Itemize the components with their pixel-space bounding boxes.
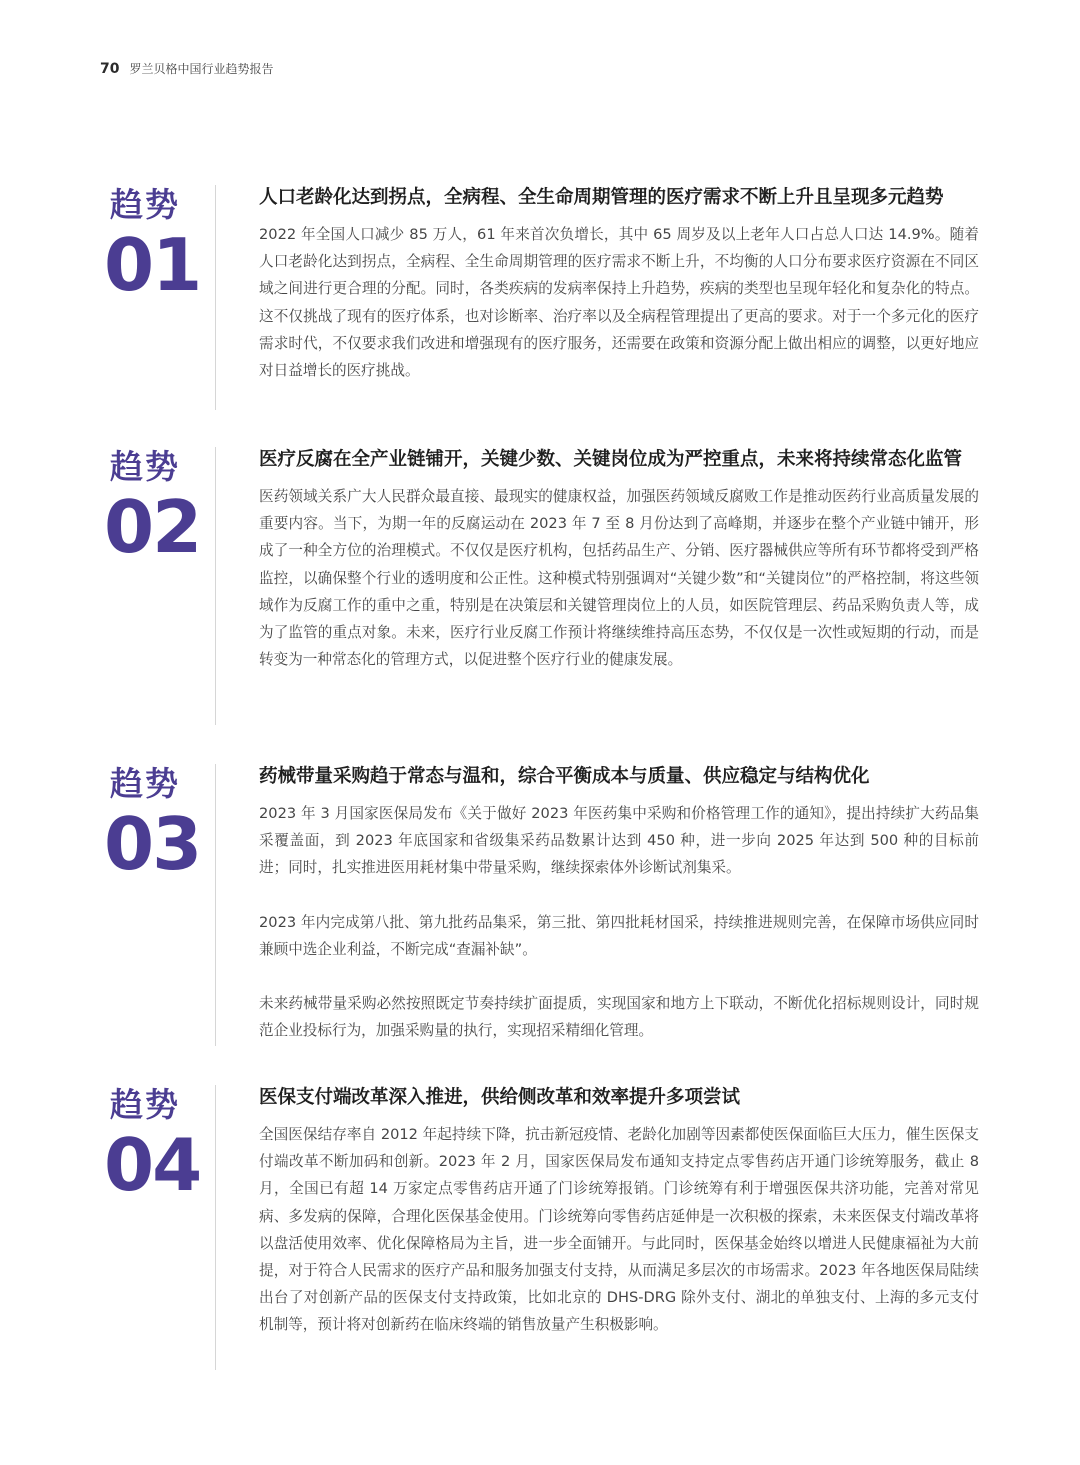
trend-number: 04 [104,1123,201,1207]
trend-heading: 医保支付端改革深入推进，供给侧改革和效率提升多项尝试 [259,1087,741,1108]
section-divider [215,185,216,410]
section-divider [215,447,216,725]
trend-paragraph: 医药领域关系广大人民群众最直接、最现实的健康权益，加强医药领域反腐败工作是推动医药行业高质量发展的重要内容。当下，为期一年的反腐运动在 2023 年 7 至 8 月份达到了高峰期，并逐步在整个产业链中铺开，形成了一种全方位的治理模式。不仅仅是医疗机构，包括药品生产、分销、医疗器械供应等所有环节都将受到严格监控，以确保整个行业的透明度和公正性。这种模式特别强调对“关键少数”和“关键岗位”的严格控制，将这些领域作为反腐工作的重中之重，特别是在决策层和关键管理岗位上的人员，如医院管理层、药品采购负责人等，成为了监管的重点对象。未来，医疗行业反腐工作预计将继续维持高压态势，不仅仅是一次性或短期的行动，而是转变为一种常态化的管理方式，以促进整个医疗行业的健康发展。 [259,488,979,669]
trend-number: 01 [104,223,201,307]
trend-word: 趋势 [110,185,180,224]
trend-paragraph: 未来药械带量采购必然按照既定节奏持续扩面提质，实现国家和地方上下联动，不断优化招标规则设计，同时规范企业投标行为，加强采购量的执行，实现招采精细化管理。 [259,995,979,1040]
trend-heading: 人口老龄化达到拐点，全病程、全生命周期管理的医疗需求不断上升且呈现多元趋势 [259,187,944,208]
section-divider [215,1085,216,1370]
trend-label [100,447,210,569]
trend-number: 03 [104,802,201,886]
trend-paragraph: 2023 年 3 月国家医保局发布《关于做好 2023 年医药集中采购和价格管理工作的通知》，提出持续扩大药品集采覆盖面，到 2023 年底国家和省级集采药品数累计达到 450 种，进一步向 2025 年达到 500 种的目标前进；同时，扎实推进医用耗材集中带量采购，继续探索体外诊断试剂集采。 [259,805,979,877]
trend-label [100,764,210,886]
trend-label [100,1085,210,1207]
section-divider [215,764,216,1046]
trend-word: 趋势 [110,764,180,803]
report-title: 罗兰贝格中国行业趋势报告 [129,62,274,76]
trend-content [259,764,979,1044]
trend-word: 趋势 [110,447,180,486]
trend-number: 02 [104,485,201,569]
trend-paragraph: 2023 年内完成第八批、第九批药品集采，第三批、第四批耗材国采，持续推进规则完善，在保障市场供应同时兼顾中选企业利益，不断完成“查漏补缺”。 [259,913,979,958]
page-header [100,60,274,80]
trend-content [259,185,979,384]
trend-section-04 [100,1085,980,1370]
trend-paragraph: 2022 年全国人口减少 85 万人，61 年来首次负增长，其中 65 周岁及以上老年人口占总人口达 14.9%。随着人口老龄化达到拐点，全病程、全生命周期管理的医疗需求不断上升，不均衡的人口分布要求医疗资源在不同区域之间进行更合理的分配。同时，各类疾病的发病率保持上升趋势，疾病的类型也呈现年轻化和复杂化的特点。这不仅挑战了现有的医疗体系，也对诊断率、治疗率以及全病程管理提出了更高的要求。对于一个多元化的医疗需求时代，不仅要求我们改进和增强现有的医疗服务，还需要在政策和资源分配上做出相应的调整，以更好地应对日益增长的医疗挑战。 [259,226,979,380]
page-number: 70 [100,61,120,77]
trend-paragraph: 全国医保结存率自 2012 年起持续下降，抗击新冠疫情、老龄化加剧等因素都使医保面临巨大压力，催生医保支付端改革不断加码和创新。2023 年 2 月，国家医保局发布通知支持定点零售药店开通门诊统筹服务，截止 8 月，全国已有超 14 万家定点零售药店开通了门诊统筹报销。门诊统筹有利于增强医保共济功能，完善对常见病、多发病的保障，合理化医保基金使用。门诊统筹向零售药店延伸是一次积极的探索，未来医保支付端改革将以盘活使用效率、优化保障格局为主旨，进一步全面铺开。与此同时，医保基金始终以增进人民健康福祉为大前提，对于符合人民需求的医疗产品和服务加强支付支持，从而满足多层次的市场需求。2023 年各地医保局陆续出台了对创新产品的医保支付支持政策，比如北京的 DHS-DRG 除外支付、湖北的单独支付、上海的多元支付机制等，预计将对创新药在临床终端的销售放量产生积极影响。 [259,1126,979,1334]
trend-section-01 [100,185,980,410]
trend-label [100,185,210,307]
trend-word: 趋势 [110,1085,180,1124]
trend-content [259,447,979,673]
trend-section-02 [100,447,980,725]
trend-content [259,1085,979,1339]
trend-heading: 医疗反腐在全产业链铺开，关键少数、关键岗位成为严控重点，未来将持续常态化监管 [259,449,963,470]
trend-heading: 药械带量采购趋于常态与温和，综合平衡成本与质量、供应稳定与结构优化 [259,766,870,787]
trend-section-03 [100,764,980,1046]
